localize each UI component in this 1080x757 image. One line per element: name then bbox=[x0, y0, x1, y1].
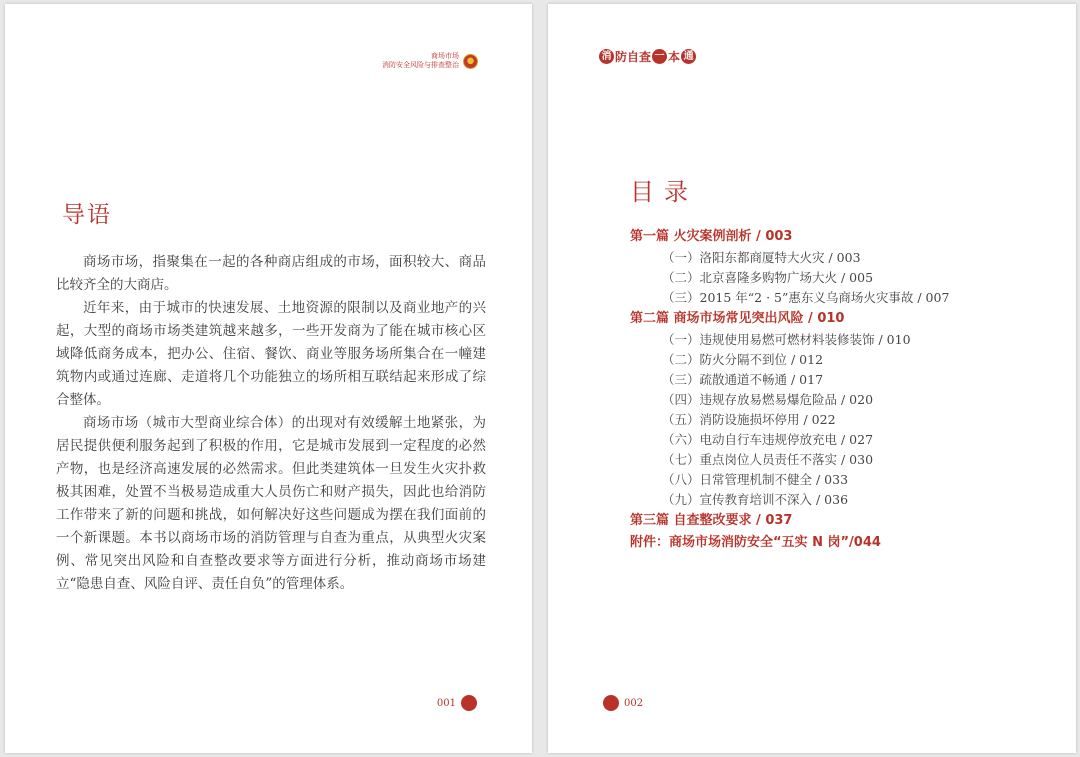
brand-char: 消 bbox=[599, 49, 614, 64]
left-page bbox=[5, 4, 532, 753]
toc-item[interactable]: （七）重点岗位人员责任不落实 / 030 bbox=[662, 452, 874, 467]
brand-char: 防 bbox=[615, 50, 628, 64]
toc-item[interactable]: （六）电动自行车违规停放充电 / 027 bbox=[662, 432, 874, 447]
right-page bbox=[548, 4, 1076, 753]
toc-item[interactable]: （四）违规存放易燃易爆危险品 / 020 bbox=[662, 392, 874, 407]
toc-part-3[interactable]: 第三篇 自查整改要求 / 037 bbox=[630, 513, 793, 528]
page-number-dot-icon bbox=[461, 695, 477, 711]
page-number-text: 001 bbox=[436, 697, 456, 709]
toc-item[interactable]: （二）北京喜隆多购物广场大火 / 005 bbox=[662, 270, 874, 285]
brand-char: 通 bbox=[681, 49, 696, 64]
brand-char: 查 bbox=[639, 50, 652, 64]
toc-item[interactable]: （三）疏散通道不畅通 / 017 bbox=[662, 372, 824, 387]
page-number-dot-icon bbox=[603, 695, 619, 711]
running-header-text bbox=[382, 52, 459, 70]
toc-item[interactable]: （五）消防设施损坏停用 / 022 bbox=[662, 412, 836, 427]
toc-title: 目录 bbox=[630, 178, 698, 206]
left-page-number bbox=[437, 695, 477, 711]
intro-paragraph: 近年来，由于城市的快速发展、土地资源的限制以及商业地产的兴起，大型的商场市场类建筑越来越多，一些开发商为了能在城市核心区域降低商务成本，把办公、住宿、餐饮、商业等服务场所集合在一幢建筑物内或通过连廊、走道将几个功能独立的场所相互联结起来形成了综合整体。 bbox=[56, 300, 486, 408]
table-of-contents bbox=[630, 226, 1050, 554]
intro-paragraph: 商场市场（城市大型商业综合体）的出现对有效缓解土地紧张，为居民提供便利服务起到了积极的作用，它是城市发展到一定程度的必然产物，也是经济高速发展的必然需求。但此类建筑体一旦发生火灾扑救极其困难，处置不当极易造成重大人员伤亡和财产损失，因此也给消防工作带来了新的问题和挑战，如何解决好这些问题成为摆在我们面前的一个新课题。本书以商场市场的消防管理与自查为重点，从典型火灾案例、常见突出风险和自查整改要求等方面进行分析，推动商场市场建立“隐患自查、风险自评、责任自负”的管理体系。 bbox=[56, 415, 486, 592]
intro-paragraph: 商场市场，指聚集在一起的各种商店组成的市场，面积较大、商品比较齐全的大商店。 bbox=[56, 254, 486, 293]
intro-body bbox=[56, 251, 486, 596]
toc-part-1[interactable]: 第一篇 火灾案例剖析 / 003 bbox=[630, 229, 793, 244]
toc-item[interactable]: （九）宣传教育培训不深入 / 036 bbox=[662, 492, 849, 507]
brand-char: 本 bbox=[668, 50, 681, 64]
toc-item[interactable]: （一）洛阳东都商厦特大火灾 / 003 bbox=[662, 250, 861, 265]
right-page-number bbox=[603, 695, 643, 711]
brand-header-logo bbox=[598, 48, 697, 65]
running-header-line2: 消防安全风险与排查整治 bbox=[382, 61, 459, 69]
intro-title: 导语 bbox=[62, 202, 112, 228]
page-number-text: 002 bbox=[624, 697, 644, 709]
brand-char: 一 bbox=[652, 49, 667, 64]
toc-item[interactable]: （八）日常管理机制不健全 / 033 bbox=[662, 472, 849, 487]
toc-appendix[interactable]: 附件：商场市场消防安全“五实 N 岗”/044 bbox=[630, 535, 881, 550]
toc-item[interactable]: （一）违规使用易燃可燃材料装修装饰 / 010 bbox=[662, 332, 911, 347]
toc-item[interactable]: （二）防火分隔不到位 / 012 bbox=[662, 352, 824, 367]
running-header-line1: 商场市场 bbox=[431, 52, 459, 60]
toc-part-2[interactable]: 第二篇 商场市场常见突出风险 / 010 bbox=[630, 311, 845, 326]
left-running-header bbox=[382, 52, 478, 70]
brand-char: 自 bbox=[627, 50, 640, 64]
toc-item[interactable]: （三）2015 年“2 · 5”惠东义乌商场火灾事故 / 007 bbox=[662, 290, 950, 305]
fire-rescue-emblem-icon bbox=[463, 54, 478, 69]
